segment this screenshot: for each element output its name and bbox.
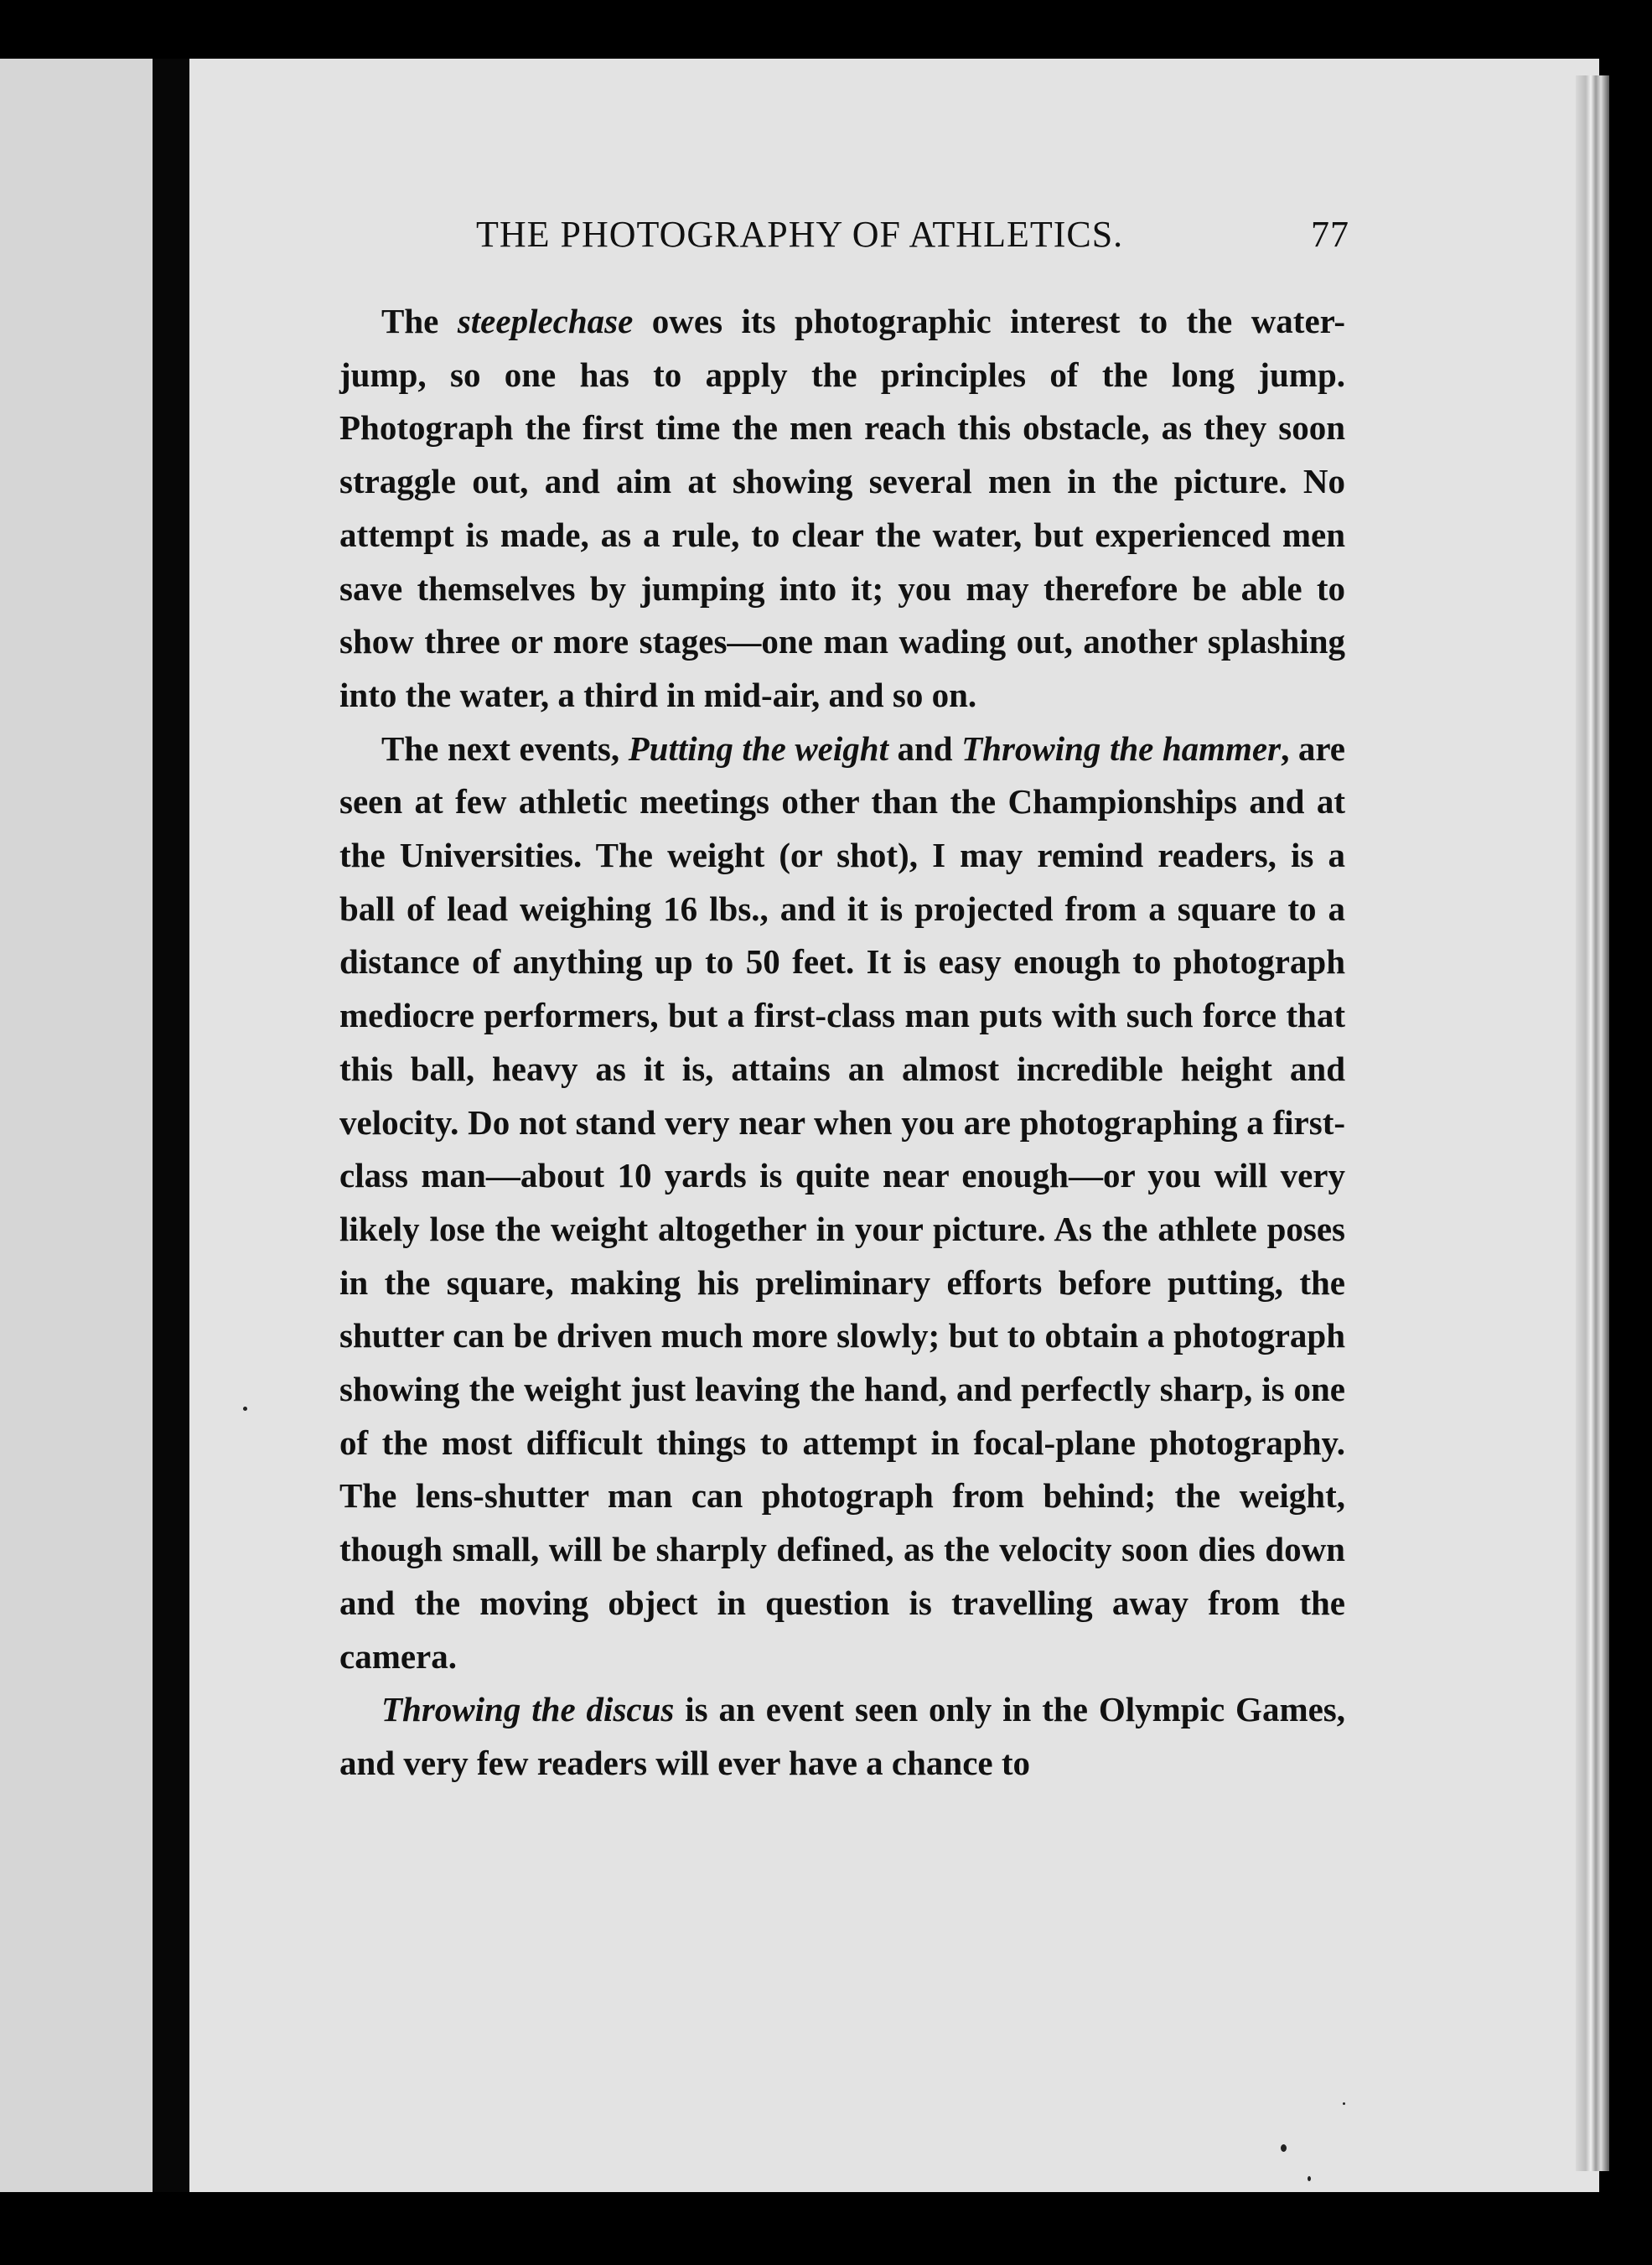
paragraph-text: and <box>888 728 962 768</box>
paragraph-text: , are seen at few athletic meetings other than the Championships and at the Universities. The weight (or shot), I may remind readers, is a ball of lead weighing 16 lbs., and it is projected from a square to a distance of anything up to 50 feet. It is easy enough to photograph mediocre performers, but a first-class man puts with such force that this ball, heavy as it is, attains an almost incredible height and velocity. Do not stand very near when you are photographing a first-class man—about 10 yards is quite near enough—or you will very likely lose the weight altogether in your picture. As the athlete poses in the square, making his preliminary efforts before putting, the shutter can be driven much more slowly; but to obtain a photograph showing the weight just leaving the hand, and perfectly sharp, is one of the most difficult things to attempt in focal-plane photography. The lens-shutter man can photograph from behind; the weight, though small, will be sharply defined, as the velocity soon dies down and the moving object in question is travelling away from the camera. <box>339 728 1346 1676</box>
scan-speck <box>243 1407 247 1411</box>
scan-speck <box>1343 2102 1345 2105</box>
page-number: 77 <box>1311 214 1349 255</box>
italic-term: Throwing the discus <box>381 1690 675 1729</box>
italic-term: Throwing the hammer <box>961 728 1282 768</box>
running-title: THE PHOTOGRAPHY OF ATHLETICS. <box>476 214 1124 255</box>
page-header <box>285 213 1349 263</box>
body-text <box>339 295 1345 1791</box>
left-page-edge <box>0 59 153 2192</box>
paragraph-weight-hammer <box>339 723 1345 1684</box>
paragraph-steeplechase <box>339 295 1345 723</box>
scan-speck <box>1281 2144 1287 2152</box>
page-edge-stack <box>1576 75 1609 2171</box>
book-gutter <box>153 59 189 2192</box>
scan-speck <box>1308 2176 1311 2181</box>
paragraph-lead: The next events, <box>381 728 629 768</box>
italic-term: Putting the weight <box>628 728 888 768</box>
paragraph-lead: The <box>381 302 458 340</box>
paragraph-discus <box>339 1683 1345 1790</box>
paragraph-text: owes its photographic interest to the water-jump, so one has to apply the principles of the long jump. Photograph the first time the men reach this obstacle, as they soon straggle out, and aim at showing several men in the picture. No attempt is made, as a rule, to clear the water, but experienced men save themselves by jumping into it; you may therefore be able to show three or more stages—one man wading out, another splashing into the water, a third in mid-air, and so on. <box>339 302 1345 714</box>
paragraph-text: is an event seen only in the Olympic Games, and very few readers will ever have a chance to <box>339 1690 1345 1782</box>
italic-term: steeplechase <box>457 302 634 340</box>
